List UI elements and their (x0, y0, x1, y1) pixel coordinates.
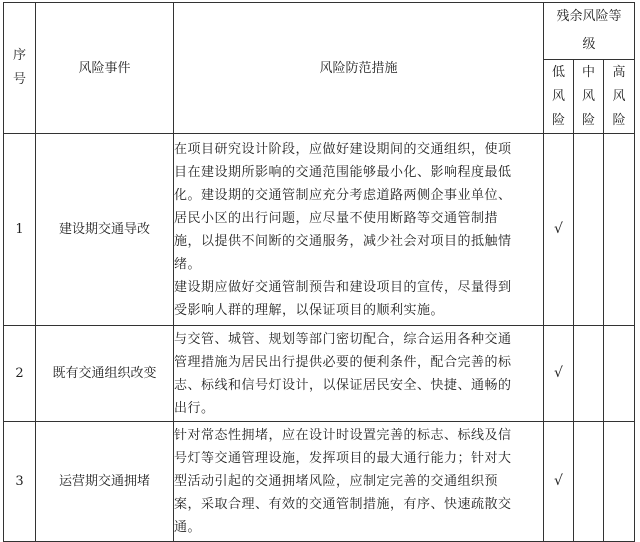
table-row (4, 134, 635, 326)
header-low-char: 险 (551, 112, 565, 128)
measure-line: 施，以提供不间断的交通服务，减少社会对项目的抵触情 (174, 233, 512, 249)
header-seq-char: 号 (12, 72, 26, 87)
row-measures (174, 422, 544, 542)
table-row (4, 326, 635, 422)
row-mid (574, 134, 604, 326)
header-high-char: 风 (612, 88, 626, 104)
row-mid (574, 326, 604, 422)
row-seq: 1 (4, 134, 36, 326)
row-high (604, 326, 635, 422)
risk-table (3, 2, 635, 542)
measure-line: 与交管、城管、规划等部门密切配合，综合运用各种交通 (174, 331, 512, 347)
header-residual-level-line: 残余风险等 (556, 9, 622, 24)
row-seq: 2 (4, 326, 36, 422)
measure-line: 居民小区的出行问题，应尽量不使用断路等交通管制措 (174, 210, 499, 226)
header-mid-char: 险 (581, 112, 595, 128)
measure-line: 型活动引起的交通拥堵风险，应制定完善的交通组织预 (174, 474, 499, 489)
row-measures (174, 326, 544, 422)
header-seq-char: 序 (12, 48, 26, 63)
header-row-top (4, 3, 635, 60)
header-low-char: 风 (551, 88, 565, 104)
header-seq (4, 3, 36, 134)
header-residual-level-line: 级 (582, 37, 596, 52)
row-event: 建设期交通导改 (36, 134, 174, 326)
measure-line: 受影响人群的理解，以保证项目的顺利实施。 (174, 302, 445, 318)
row-seq: 3 (4, 422, 36, 542)
row-mid (574, 422, 604, 542)
measure-line: 案，采取合理、有效的交通管制措施，有序、快速疏散交 (174, 497, 512, 512)
header-low (544, 60, 574, 134)
row-measures (174, 134, 544, 326)
measure-line: 目在建设期所影响的交通范围能够最小化、影响程度最低 (174, 164, 512, 180)
row-low-checkmark: √ (544, 134, 574, 326)
header-high (604, 60, 635, 134)
row-event: 运营期交通拥堵 (36, 422, 174, 542)
row-high (604, 134, 635, 326)
header-mid-char: 风 (581, 88, 595, 104)
table-row (4, 422, 635, 542)
row-low-checkmark: √ (544, 326, 574, 422)
measure-line: 绪。 (174, 256, 202, 272)
row-event: 既有交通组织改变 (36, 326, 174, 422)
measure-line: 建设期应做好交通管制预告和建设项目的宣传，尽量得到 (174, 279, 512, 295)
header-event: 风险事件 (36, 3, 174, 134)
measure-line: 化。建设期的交通管制应充分考虑道路两侧企事业单位、 (174, 187, 512, 203)
header-mid (574, 60, 604, 134)
row-high (604, 422, 635, 542)
header-high-char: 险 (612, 112, 626, 128)
header-high-char: 高 (612, 64, 626, 80)
measure-line: 针对常态性拥堵，应在设计时设置完善的标志、标线及信 (174, 428, 512, 443)
row-low-checkmark: √ (544, 422, 574, 542)
header-low-char: 低 (551, 64, 565, 80)
measure-line: 出行。 (174, 400, 215, 416)
measure-line: 管理措施为居民出行提供必要的便利条件，配合完善的标 (174, 354, 512, 370)
header-residual-level (544, 3, 635, 60)
measure-line: 通。 (174, 520, 202, 535)
measure-line: 在项目研究设计阶段，应做好建设期间的交通组织，使项 (174, 141, 512, 157)
measure-line: 号灯等交通管理设施，发挥项目的最大通行能力；针对大 (174, 451, 512, 466)
measure-line: 志、标线和信号灯设计，以保证居民安全、快捷、通畅的 (174, 377, 512, 393)
header-measures: 风险防范措施 (174, 3, 544, 134)
header-mid-char: 中 (581, 64, 595, 80)
